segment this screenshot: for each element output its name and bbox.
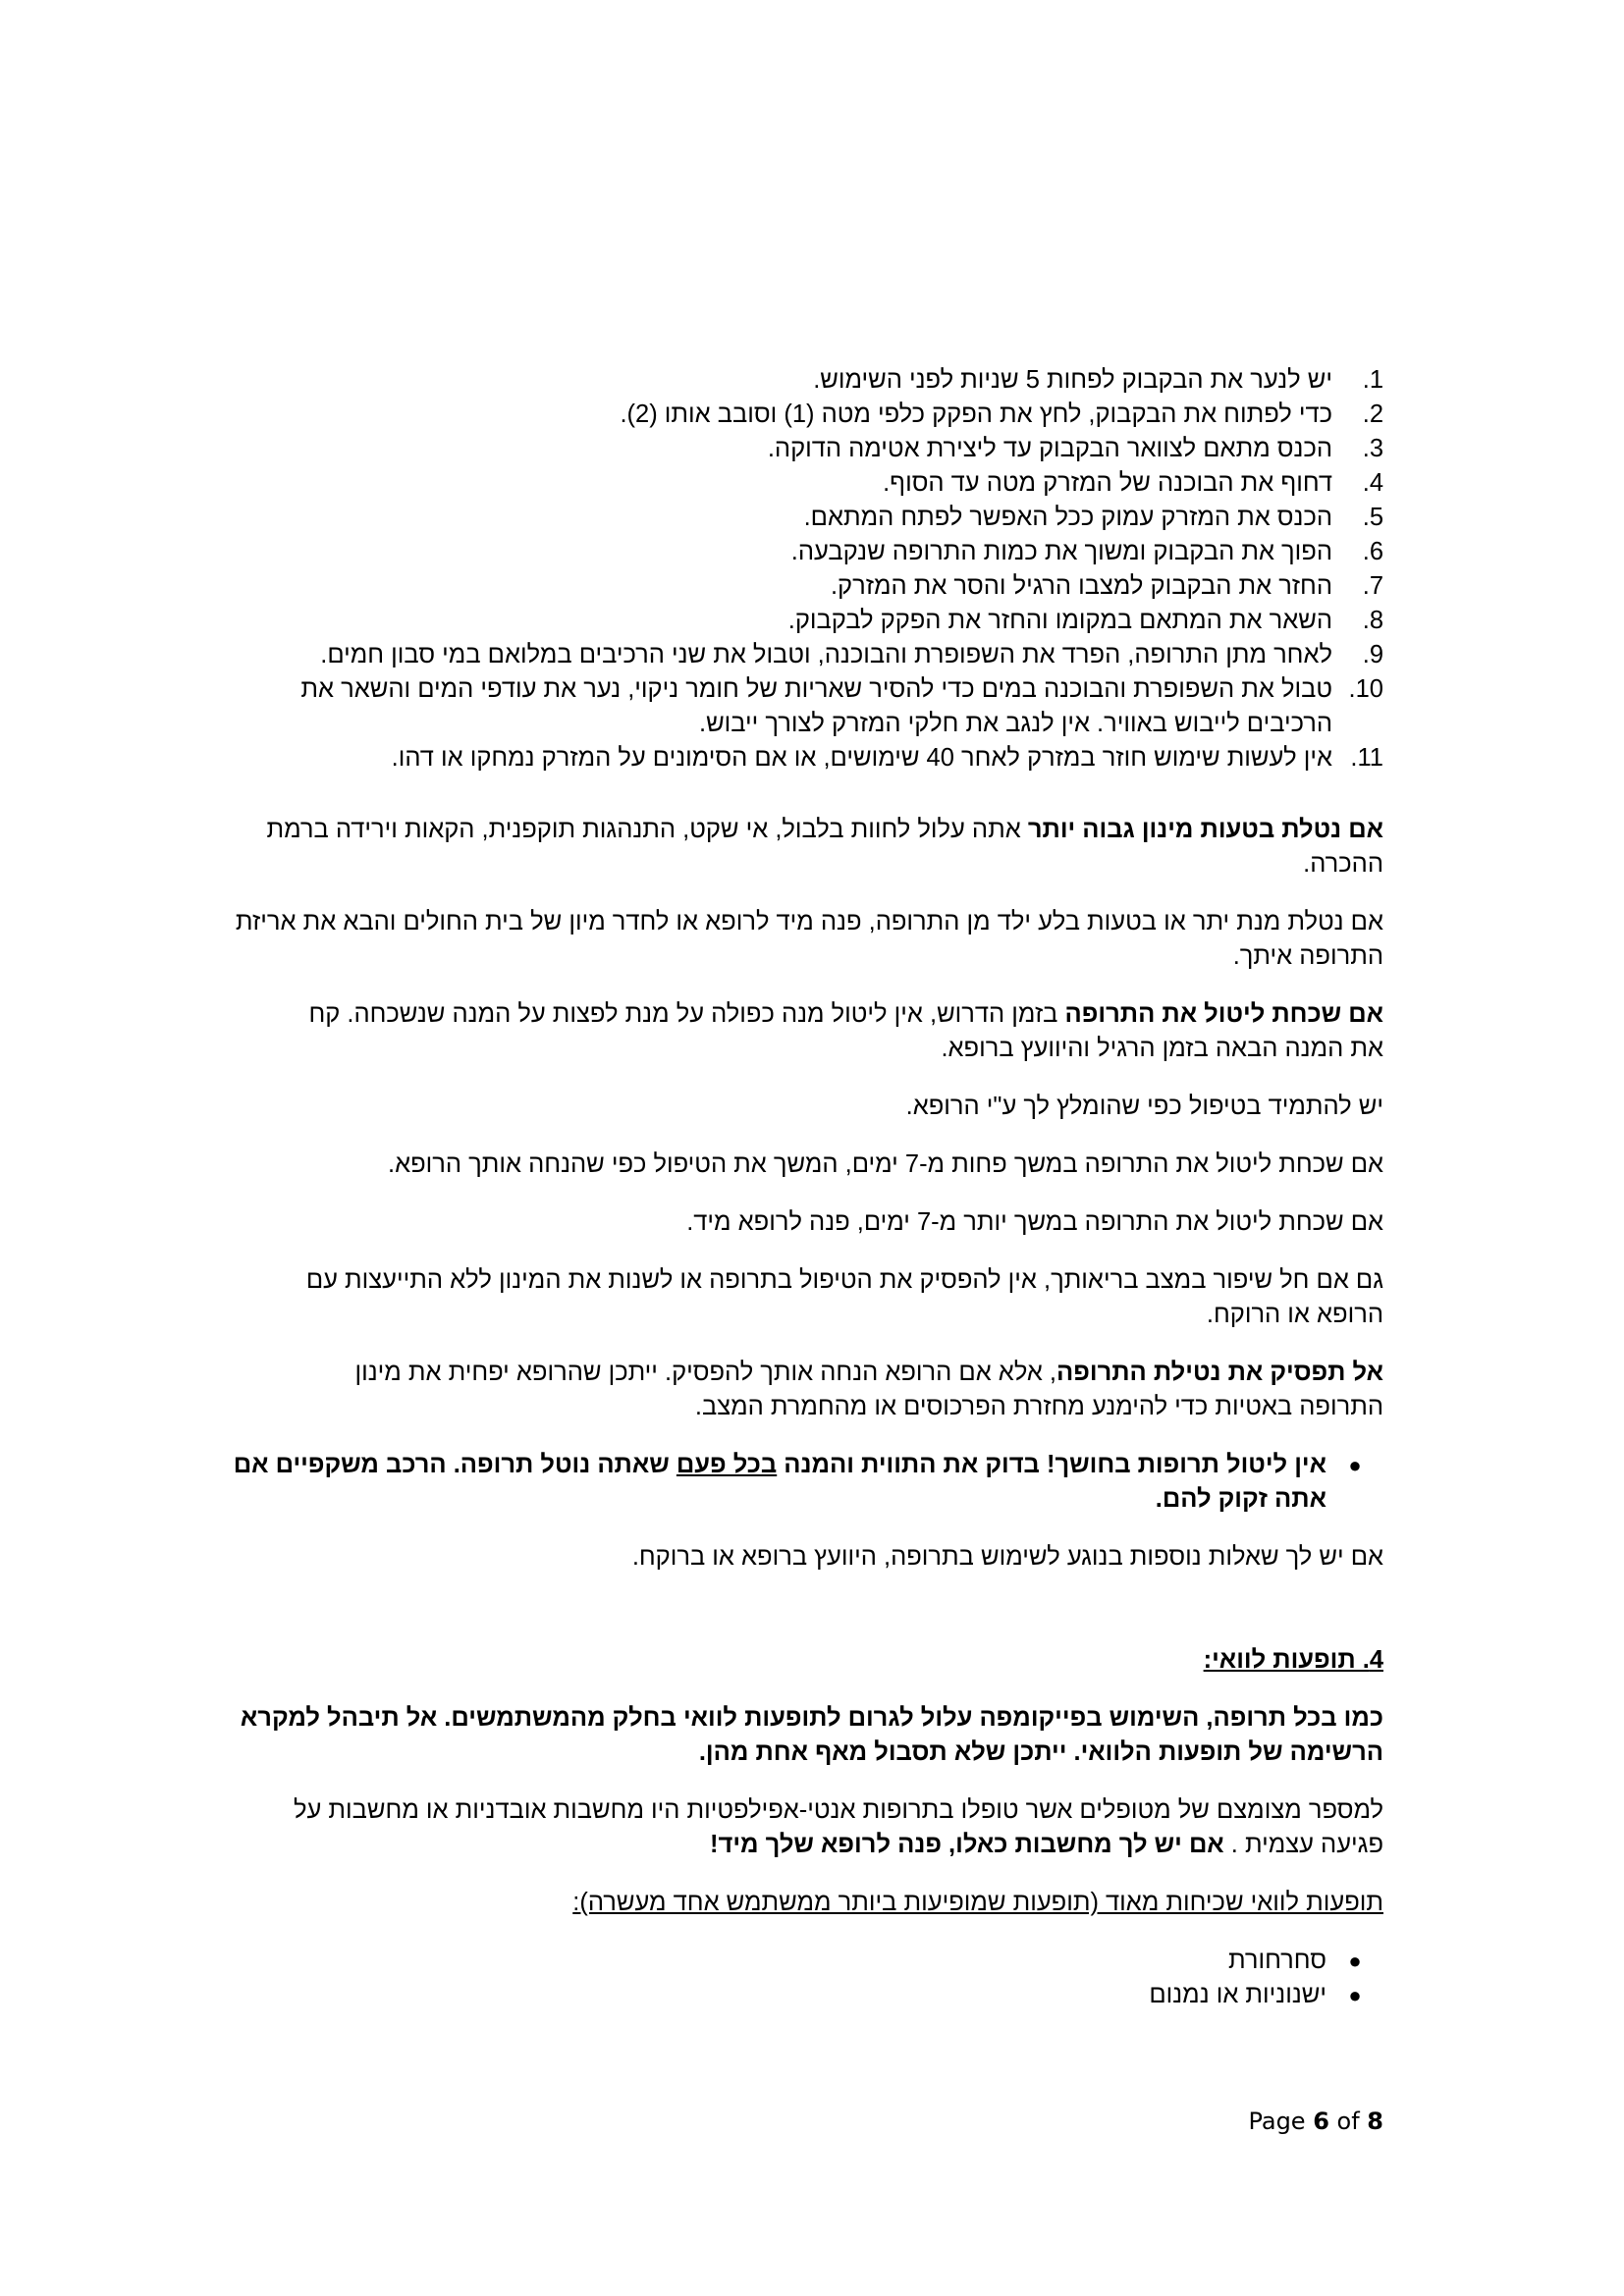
usage-step [225,466,1383,501]
step-text: טבול את השפופרת והבוכנה במים כדי להסיר שאריות של חומר ניקוי, נער את עודפי המים והשאר את הרכיבים לייבוש באוויר. אין לנגב את חלקי המזרק לצורך ייבוש. [300,675,1332,737]
bullet-dot-icon: ● [1348,1949,1362,1973]
usage-step [225,638,1383,672]
footer-page-number: 6 [1313,2108,1329,2135]
overdose-paragraph [225,813,1383,881]
step-number: 5. [1362,504,1383,531]
step-text: כדי לפתוח את הבקבוק, לחץ את הפקק כלפי מטה (1) וסובב אותו (2). [620,400,1332,428]
usage-steps-list [225,363,1383,775]
side-effect-text: ישנוניות או נמנום [1149,1981,1326,2008]
step-number: 10. [1348,675,1383,703]
dark-warning-text [225,1448,1326,1517]
footer-middle: of [1328,2108,1368,2135]
step-number: 7. [1362,572,1383,600]
usage-step [225,741,1383,775]
stop-bold: אל תפסיק את נטילת התרופה [1056,1359,1383,1386]
usage-step [225,535,1383,569]
page-footer [1248,2108,1383,2135]
step-number: 4. [1362,469,1383,497]
dark-warning-part1: אין ליטול תרופות בחושך! בדוק את התווית והמנה [777,1451,1326,1478]
step-number: 11. [1350,744,1383,772]
stop-paragraph [279,1356,1383,1424]
continue-treatment-paragraph: יש להתמיד בטיפול כפי שהומלץ לך ע"י הרופא. [905,1093,1383,1120]
step-number: 1. [1362,366,1383,394]
bullet-dot-icon: ● [1348,1453,1362,1477]
stop-text: , אלא אם הרופא הנחה אותך להפסיק. ייתכן שהרופא יפחית את מינון התרופה באטיות כדי להימנע מחזרת הפרכוסים או מהחמרת המצב. [354,1359,1383,1420]
step-text: אין לעשות שימוש חוזר במזרק לאחר 40 שימושים, או אם הסימונים על המזרק נמחקו או דהו. [391,744,1332,772]
step-number: 2. [1362,400,1383,428]
step-number: 9. [1362,641,1383,668]
forgot-more-7-paragraph: אם שכחת ליטול את התרופה במשך יותר מ-7 ימים, פנה לרופא מיד. [686,1208,1383,1236]
dark-warning-bullet [225,1448,1383,1517]
section-4-heading: 4. תופעות לוואי: [1203,1646,1383,1674]
suicidal-bold: אם יש לך מחשבות כאלו, פנה לרופא שלך מיד! [710,1831,1224,1858]
improvement-paragraph: גם אם חל שיפור במצב בריאותך, אין להפסיק את הטיפול בתרופה או לשנות את המינון ללא התייעצות עם הרופא או הרוקח. [305,1266,1383,1328]
side-effects-intro: כמו בכל תרופה, השימוש בפייקומפה עלול לגרום לתופעות לוואי בחלק מהמשתמשים. אל תיבהל למקרא הרשימה של תופעות הלוואי. ייתכן שלא תסבול מאף אחת מהן. [240,1704,1383,1766]
step-text: הכנס את המזרק עמוק ככל האפשר לפתח המתאם. [803,504,1332,531]
usage-step [225,501,1383,535]
footer-prefix: Page [1248,2108,1314,2135]
step-number: 6. [1362,538,1383,565]
usage-step [225,363,1383,398]
step-number: 8. [1362,607,1383,634]
overdose-bold: אם נטלת בטעות מינון גבוה יותר [1027,816,1383,843]
step-text: דחוף את הבוכנה של המזרק מטה עד הסוף. [883,469,1332,497]
child-overdose-paragraph: אם נטלת מנת יתר או בטעות בלע ילד מן התרופה, פנה מיד לרופא או לחדר מיון של בית החולים והבא את אריזת התרופה איתך. [235,908,1383,970]
usage-step [225,398,1383,432]
usage-step [225,672,1383,741]
usage-step [225,432,1383,466]
forgot-paragraph [286,997,1383,1066]
forgot-bold: אם שכחת ליטול את התרופה [1064,1000,1383,1028]
side-effect-item [225,1978,1383,2012]
dark-warning-part2: שאתה נוטל תרופה. הרכב משקפיים אם אתה זקוק להם. [233,1451,1326,1513]
side-effect-text: סחרחורת [1227,1947,1326,1974]
step-text: השאר את המתאם במקומו והחזר את הפקק לבקבוק. [787,607,1332,634]
very-common-heading: תופעות לוואי שכיחות מאוד (תופעות שמופיעות ביותר ממשתמש אחד מעשרה): [572,1889,1383,1916]
usage-step [225,604,1383,638]
very-common-list [225,1944,1383,2012]
usage-step [225,569,1383,604]
step-text: יש לנער את הבקבוק לפחות 5 שניות לפני השימוש. [813,366,1332,394]
step-number: 3. [1362,435,1383,462]
page-content [225,363,1383,2012]
overdose-text: אתה עלול לחוות בלבול, אי שקט, התנהגות תוקפנית, הקאות וירידה ברמת ההכרה. [266,816,1383,878]
questions-paragraph: אם יש לך שאלות נוספות בנוגע לשימוש בתרופה, היוועץ ברופא או ברוקח. [631,1543,1383,1571]
side-effect-item [225,1944,1383,1978]
forgot-less-7-paragraph: אם שכחת ליטול את התרופה במשך פחות מ-7 ימים, המשך את הטיפול כפי שהנחה אותך הרופא. [388,1150,1383,1178]
step-text: הפוך את הבקבוק ומשוך את כמות התרופה שנקבעה. [790,538,1332,565]
dark-warning-underlined: בכל פעם [676,1451,778,1478]
step-text: לאחר מתן התרופה, הפרד את השפופרת והבוכנה, וטבול את שני הרכיבים במלואם במי סבון חמים. [320,641,1332,668]
bullet-dot-icon: ● [1348,1983,1362,2007]
footer-total-pages: 8 [1367,2108,1383,2135]
suicidal-paragraph [279,1793,1383,1862]
suicidal-text: למספר מצומצם של מטופלים אשר טופלו בתרופות אנטי-אפילפטיות היו מחשבות אובדניות או מחשבות על פגיעה עצמית . [294,1796,1383,1858]
forgot-text: בזמן הדרוש, אין ליטול מנה כפולה על מנת לפצות על המנה שנשכחה. קח את המנה הבאה בזמן הרגיל והיוועץ ברופא. [308,1000,1383,1062]
step-text: החזר את הבקבוק למצבו הרגיל והסר את המזרק. [830,572,1332,600]
step-text: הכנס מתאם לצוואר הבקבוק עד ליצירת אטימה הדוקה. [767,435,1332,462]
